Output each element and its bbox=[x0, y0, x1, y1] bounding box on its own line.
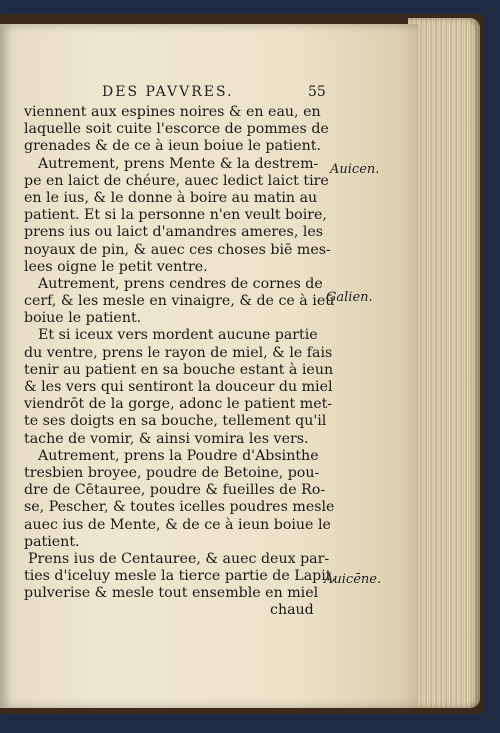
text-line: lees oigne le petit ventre. bbox=[24, 258, 208, 275]
text-line: pe en laict de chéure, auec ledict laict tire bbox=[24, 172, 329, 189]
text-line: se, Pescher, & toutes icelles poudres mesle bbox=[24, 499, 335, 516]
text-line: ties d'iceluy mesle la tierce partie de Lapit, bbox=[24, 568, 337, 585]
margin-note-auicene: Auicēne. bbox=[324, 572, 382, 587]
text-line: viennent aux espines noires & en eau, en bbox=[24, 104, 321, 120]
text-line: Et si iceux vers mordent aucune partie bbox=[38, 327, 318, 344]
text-line: laquelle soit cuite l'escorce de pommes de bbox=[24, 121, 329, 138]
text-line: chaud bbox=[270, 602, 314, 619]
page-header bbox=[0, 84, 330, 104]
running-title: DES PAVVRES. bbox=[102, 84, 234, 100]
text-line: prens ius ou laict d'amandres ameres, les bbox=[24, 224, 324, 241]
text-line: tenir au patient en sa bouche estant à ieun bbox=[24, 361, 334, 378]
text-line: patient. bbox=[24, 533, 80, 550]
text-line: grenades & de ce à ieun boiue le patient. bbox=[24, 138, 321, 155]
text-line: du ventre, prens le rayon de miel, & le fais bbox=[24, 344, 333, 361]
text-line: Autrement, prens cendres de cornes de bbox=[38, 275, 323, 292]
text-line: auec ius de Mente, & de ce à ieun boiue le bbox=[24, 516, 331, 533]
text-line: noyaux de pin, & auec ces choses biē mes- bbox=[24, 241, 331, 258]
text-line: Prens ius de Centauree, & auec deux par- bbox=[28, 550, 330, 567]
text-line: Autrement, prens la Poudre d'Absinthe bbox=[38, 447, 319, 464]
text-line: en le ius, & le donne à boire au matin au bbox=[24, 189, 318, 206]
text-line: cerf, & les mesle en vinaigre, & de ce à ieū bbox=[24, 293, 335, 310]
margin-note-auicen: Auicen. bbox=[330, 162, 380, 177]
text-line: boiue le patient. bbox=[24, 310, 142, 327]
text-line: Autrement, prens Mente & la destrem- bbox=[38, 155, 319, 172]
text-line: dre de Cētauree, poudre & fueilles de Ro- bbox=[24, 482, 326, 499]
text-line: viendrōt de la gorge, adonc le patient met- bbox=[24, 396, 333, 413]
book-page bbox=[0, 24, 418, 708]
page-number: 55 bbox=[308, 84, 326, 100]
text-line: & les vers qui sentiront la douceur du miel bbox=[24, 379, 333, 395]
text-line: pulverise & mesle tout ensemble en miel bbox=[24, 585, 319, 602]
book-fore-edge bbox=[408, 18, 480, 708]
text-line: patient. Et si la personne n'en veult boire, bbox=[24, 207, 327, 224]
text-line: te ses doigts en sa bouche, tellement qu'il bbox=[24, 413, 327, 430]
text-line: tache de vomir, & ainsi vomira les vers. bbox=[24, 430, 309, 447]
text-line: tresbien broyee, poudre de Betoine, pou- bbox=[24, 464, 320, 481]
body-text bbox=[24, 104, 337, 620]
margin-note-galien: Galien. bbox=[326, 290, 373, 305]
